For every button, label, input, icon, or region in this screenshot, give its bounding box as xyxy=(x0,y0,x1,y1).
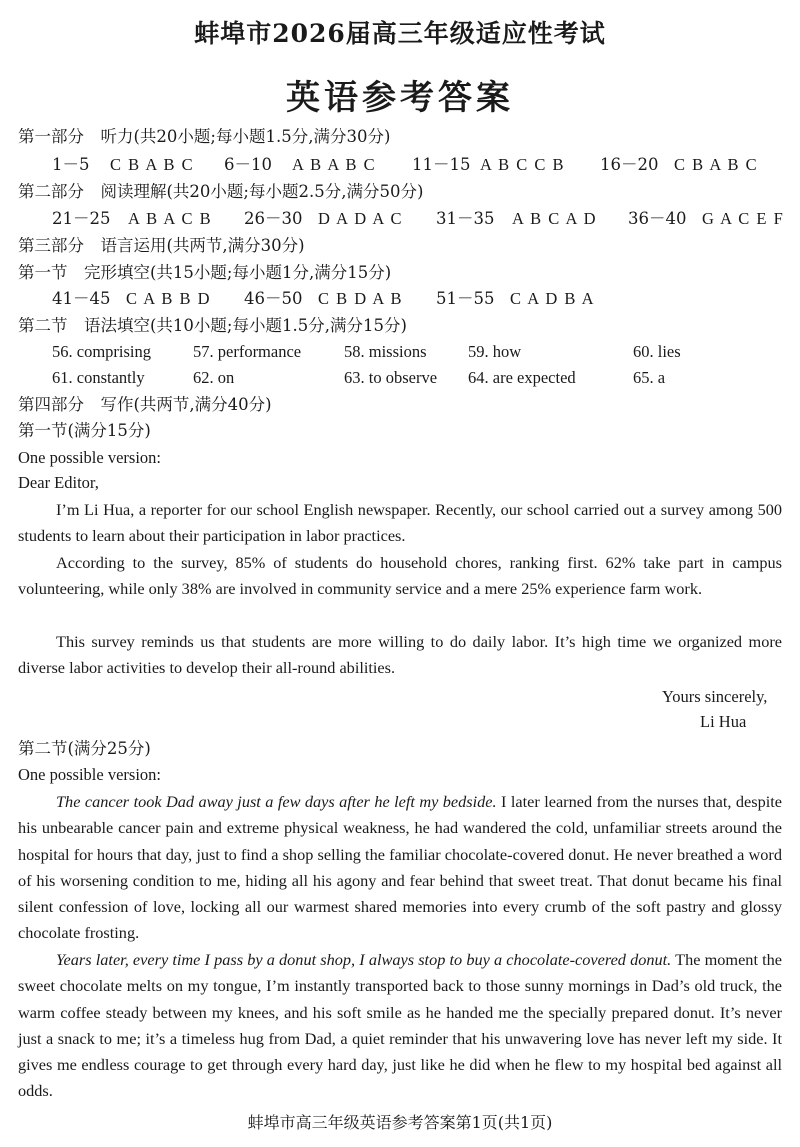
version-label: One possible version: xyxy=(18,765,161,784)
grammar-answer: 60. lies xyxy=(633,342,681,361)
answer-letters: C B A B C xyxy=(674,155,759,174)
story-continuation: The moment the sweet chocolate melts on my tongue, I’m instantly transported back to those sunny mornings in Dad’s old truck, the warm coffee steady between my knees, and his soft smile as he handed me the specially prepared donut. It’s never just a snack to me; it’s a timeless hug from Dad, a quiet reminder that his unwavering love has never left my side. It gives me endless courage to get through every hard day, just like he did when he flew to my hospital bed against all odds. xyxy=(18,950,783,1101)
part2-answer-row xyxy=(0,208,800,230)
grammar-answer: 59. how xyxy=(468,342,522,361)
answer-range: 41－45 xyxy=(52,289,111,308)
story-paragraph xyxy=(18,947,782,1105)
letter-signature: Li Hua xyxy=(700,712,747,731)
letter-paragraph: This survey reminds us that students are more willing to do daily labor. It’s high time we organized more diverse labor activities to develop their all-round abilities. xyxy=(18,632,782,678)
answer-letters: C A B B D xyxy=(126,289,212,308)
answer-range: 46－50 xyxy=(244,289,303,308)
grammar-answer: 63. to observe xyxy=(344,368,438,387)
answer-range: 51－55 xyxy=(436,289,495,308)
page-footer: 蚌埠市高三年级英语参考答案第1页(共1页) xyxy=(247,1113,553,1132)
grammar-answer: 65. a xyxy=(633,368,666,387)
answer-letters: G A C E F xyxy=(702,209,785,228)
grammar-answer: 64. are expected xyxy=(468,368,576,387)
letter-paragraph: According to the survey, 85% of students do household chores, ranking first. 62% take part in campus volunteering, while only 38% are involved in community service and a mere 25% experience farm work. xyxy=(18,553,782,599)
answer-range: 26－30 xyxy=(244,209,303,228)
answer-range: 36－40 xyxy=(628,209,687,228)
grammar-answer: 62. on xyxy=(193,368,235,387)
part4-heading: 第四部分 写作(共两节,满分40分) xyxy=(18,395,272,414)
answer-letters: A B C C B xyxy=(480,155,566,174)
answer-letters: A B A B C xyxy=(292,155,377,174)
answer-letters: C A D B A xyxy=(510,289,596,308)
grammar-answer: 56. comprising xyxy=(52,342,151,361)
story-first-sentence: Years later, every time I pass by a donut shop, I always stop to buy a chocolate-covered donut. xyxy=(56,950,672,969)
letter-salutation: Dear Editor, xyxy=(18,473,99,492)
answer-range: 6－10 xyxy=(224,155,272,174)
version-label: One possible version: xyxy=(18,448,161,467)
story-first-sentence: The cancer took Dad away just a few days after he left my bedside. xyxy=(56,792,497,811)
answer-range: 1－5 xyxy=(52,155,90,174)
answer-range: 11－15 xyxy=(412,155,471,174)
answer-range: 21－25 xyxy=(52,209,111,228)
answer-letters: A B A C B xyxy=(128,209,213,228)
part3-section2-heading: 第二节 语法填空(共10小题;每小题1.5分,满分15分) xyxy=(18,316,407,335)
part2-heading: 第二部分 阅读理解(共20小题;每小题2.5分,满分50分) xyxy=(18,182,424,201)
answer-letters: C B A B C xyxy=(110,155,195,174)
part1-heading: 第一部分 听力(共20小题;每小题1.5分,满分30分) xyxy=(18,127,391,146)
part3-section1-heading: 第一节 完形填空(共15小题;每小题1分,满分15分) xyxy=(18,263,392,282)
story-continuation: I later learned from the nurses that, despite his unbearable cancer pain and extreme physical weakness, he had wandered the cold, unfamiliar streets around the hospital for hours that day, just to find a shop selling the familiar chocolate-covered donut. He never breathed a word of his worsening condition to me, hiding all his agony and fear behind that sweet treat. That donut became his final silent confession of love, locking all our warmest shared memories into every crumb of the soft pastry and glossy chocolate frosting. xyxy=(18,792,782,943)
answer-range: 31－35 xyxy=(436,209,495,228)
answer-range: 16－20 xyxy=(600,155,659,174)
exam-title: 蚌埠市2026届高三年级适应性考试 xyxy=(194,19,606,48)
part3-answer-row xyxy=(0,288,800,310)
answer-letters: A B C A D xyxy=(512,209,598,228)
part1-answer-row xyxy=(0,154,800,176)
grammar-answer: 57. performance xyxy=(193,342,302,361)
answer-letters: D A D A C xyxy=(318,209,404,228)
answer-letters: C B D A B xyxy=(318,289,404,308)
grammar-fill-row xyxy=(0,341,800,363)
part4-section2-heading: 第二节(满分25分) xyxy=(18,739,151,758)
grammar-fill-row xyxy=(0,367,800,389)
grammar-answer: 58. missions xyxy=(344,342,427,361)
document-title: 英语参考答案 xyxy=(286,78,514,118)
part4-section1-heading: 第一节(满分15分) xyxy=(18,421,151,440)
story-paragraph xyxy=(18,789,782,947)
part3-heading: 第三部分 语言运用(共两节,满分30分) xyxy=(18,236,305,255)
grammar-answer: 61. constantly xyxy=(52,368,145,387)
letter-closing: Yours sincerely, xyxy=(662,687,768,706)
letter-paragraph: I’m Li Hua, a reporter for our school English newspaper. Recently, our school carried out a survey among 500 students to learn about their participation in labor practices. xyxy=(18,500,782,546)
